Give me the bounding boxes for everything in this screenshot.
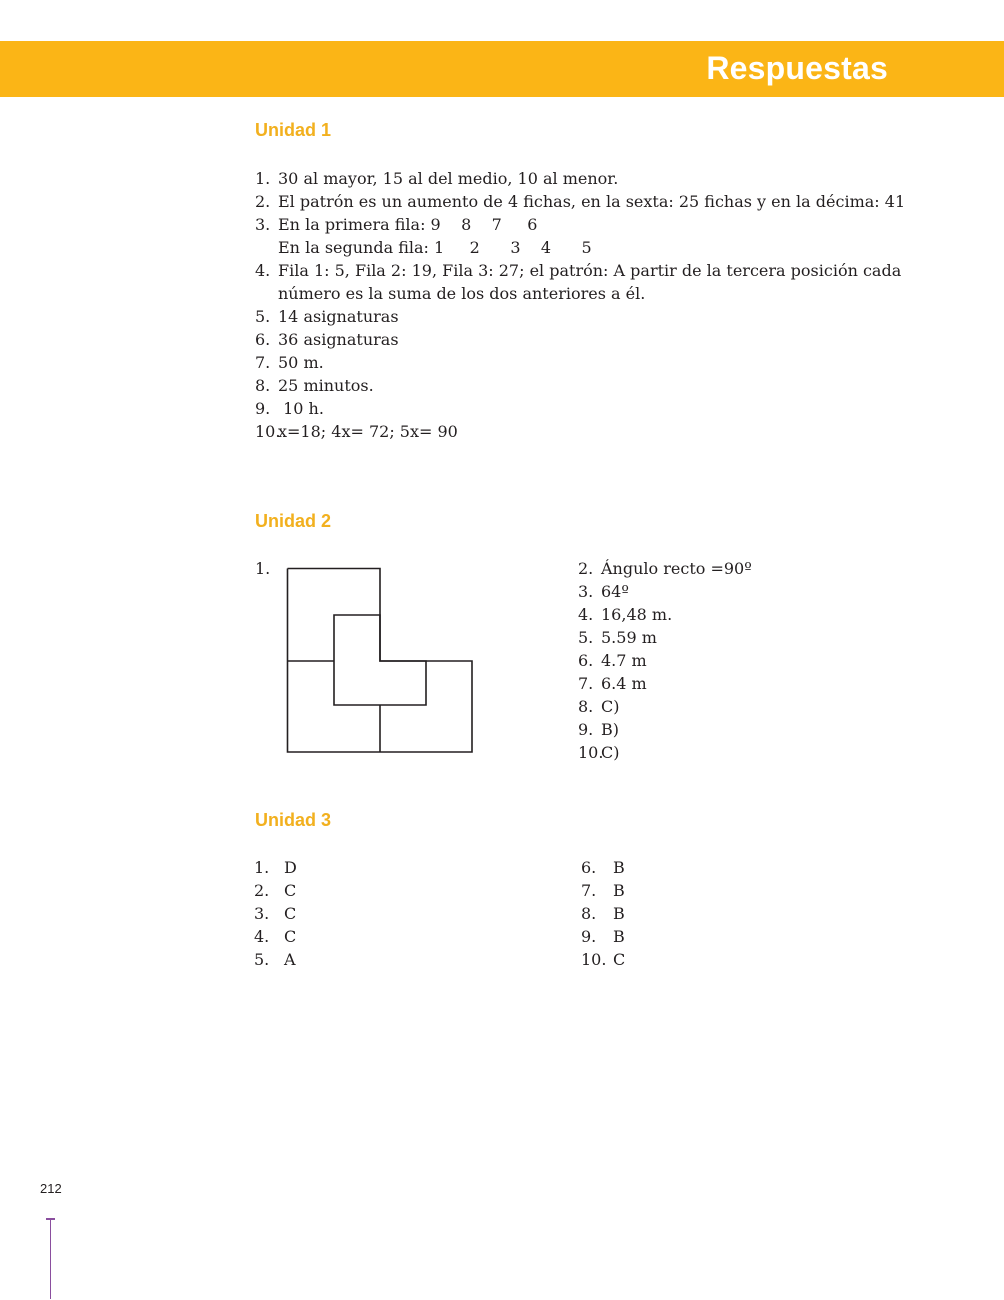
answer-number: 9.	[578, 720, 594, 739]
answer-number: 5.	[255, 307, 271, 326]
answer-text: 36 asignaturas	[278, 330, 399, 349]
answer-item	[578, 695, 838, 718]
answer-number: 4.	[255, 261, 271, 280]
unit-1-answer-list	[255, 167, 906, 443]
answer-item	[578, 603, 838, 626]
answer-text: 14 asignaturas	[278, 307, 399, 326]
answer-number: 4.	[578, 605, 594, 624]
answer-number: 2.	[255, 192, 271, 211]
answer-text: B	[613, 927, 625, 946]
answer-text: C	[284, 927, 297, 946]
answer-item	[255, 167, 895, 190]
answer-number: 1.	[254, 858, 270, 877]
answer-text: A	[284, 950, 296, 969]
answer-item	[255, 374, 895, 397]
answer-number: 3.	[254, 904, 270, 923]
unit-3-heading: Unidad 3	[255, 810, 332, 830]
answer-text: 6.4 m	[601, 674, 647, 693]
answer-item	[254, 856, 454, 879]
unit-3-answer-list-right	[581, 856, 781, 971]
answer-text: En la segunda fila: 1 2 3 4 5	[278, 238, 592, 257]
answer-text: C	[284, 904, 297, 923]
answer-number: 3.	[255, 215, 271, 234]
answer-text: 30 al mayor, 15 al del medio, 10 al menor.	[278, 169, 619, 188]
unit-1-heading: Unidad 1	[255, 120, 332, 140]
answer-number: 10.	[581, 950, 607, 969]
answer-number: 9.	[255, 399, 271, 418]
answer-text: C	[284, 881, 297, 900]
answer-number: 7.	[581, 881, 597, 900]
answer-number: 7.	[255, 353, 271, 372]
unit-3-answer-list-left	[254, 856, 454, 971]
answer-item	[578, 557, 838, 580]
answer-text: C)	[601, 743, 620, 762]
answer-number: 10.	[578, 743, 604, 762]
figure-answer-number: 1.	[255, 559, 271, 578]
answer-item	[254, 879, 454, 902]
answer-text: número es la suma de los dos anteriores a él.	[278, 284, 646, 303]
answer-number: 5.	[254, 950, 270, 969]
answer-item	[255, 397, 895, 420]
answer-text: 4.7 m	[601, 651, 647, 670]
answer-item	[578, 580, 838, 603]
figure-inner-l-shape	[334, 615, 426, 705]
answer-number: 8.	[578, 697, 594, 716]
answer-text: x=18; 4x= 72; 5x= 90	[278, 422, 458, 441]
answer-number: 5.	[578, 628, 594, 647]
answer-item	[254, 925, 454, 948]
answer-text: 16,48 m.	[601, 605, 673, 624]
answer-number: 6.	[581, 858, 597, 877]
answer-item	[581, 902, 781, 925]
answer-item	[255, 259, 902, 282]
answer-text: C)	[601, 697, 620, 716]
answer-number: 7.	[578, 674, 594, 693]
answer-item	[255, 305, 895, 328]
answer-number: 3.	[578, 582, 594, 601]
answer-text: B)	[601, 720, 619, 739]
answer-text: B	[613, 881, 625, 900]
answer-item	[255, 213, 895, 236]
answer-text: 10 h.	[278, 399, 324, 418]
answer-item	[581, 925, 781, 948]
l-shape-figure	[286, 567, 474, 754]
page-number: 212	[40, 1181, 62, 1196]
answer-text: Fila 1: 5, Fila 2: 19, Fila 3: 27; el patrón: A partir de la tercera posición cada	[278, 261, 902, 280]
answer-number: 2.	[254, 881, 270, 900]
answer-text: Ángulo recto =90º	[601, 559, 752, 578]
answer-text: 64º	[601, 582, 629, 601]
answer-text: D	[284, 858, 297, 877]
unit-2-heading: Unidad 2	[255, 511, 332, 531]
answer-number: 6.	[255, 330, 271, 349]
answer-number: 2.	[578, 559, 594, 578]
answer-number: 1.	[255, 169, 271, 188]
answer-item	[581, 948, 781, 971]
answer-item	[578, 649, 838, 672]
answer-text: B	[613, 858, 625, 877]
answer-text: B	[613, 904, 625, 923]
answer-number: 10.	[255, 422, 281, 441]
margin-line	[50, 1219, 51, 1299]
answer-item	[581, 879, 781, 902]
answer-item	[255, 328, 895, 351]
answer-text: 5.59 m	[601, 628, 657, 647]
answer-number: 8.	[255, 376, 271, 395]
answer-number: 4.	[254, 927, 270, 946]
header-banner	[0, 41, 1004, 97]
answer-item	[254, 902, 454, 925]
answer-text: C	[613, 950, 626, 969]
answer-number: 9.	[581, 927, 597, 946]
answer-text: 25 minutos.	[278, 376, 374, 395]
answer-item	[255, 282, 895, 305]
page-title: Respuestas	[706, 50, 888, 86]
answer-item	[578, 626, 838, 649]
answer-item	[255, 190, 906, 213]
answer-item	[255, 236, 895, 259]
answer-item	[254, 948, 454, 971]
figure-outline	[288, 569, 473, 753]
answer-item	[255, 420, 895, 443]
answer-item	[578, 672, 838, 695]
answer-text: En la primera fila: 9 8 7 6	[278, 215, 538, 234]
answer-text: 50 m.	[278, 353, 324, 372]
answer-number: 6.	[578, 651, 594, 670]
answer-text: El patrón es un aumento de 4 fichas, en la sexta: 25 fichas y en la décima: 41	[278, 192, 906, 211]
answer-number: 8.	[581, 904, 597, 923]
unit-2-answer-list	[578, 557, 838, 764]
answer-item	[578, 718, 838, 741]
answer-item	[255, 351, 895, 374]
answer-item	[578, 741, 838, 764]
answer-item	[581, 856, 781, 879]
